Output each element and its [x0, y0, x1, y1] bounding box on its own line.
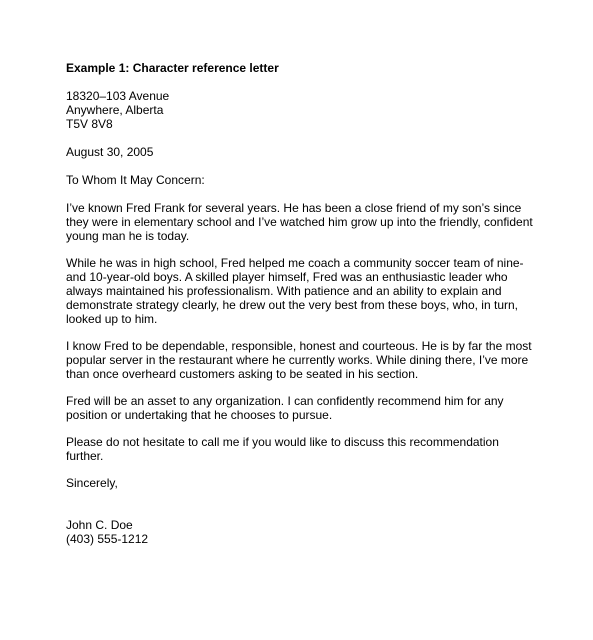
paragraph-5 — [66, 435, 536, 463]
paragraph-line: demonstrate strategy clearly, he drew out the very best from these boys, who, in turn, — [66, 298, 518, 312]
paragraph-line: than once overheard customers asking to be seated in his section. — [66, 367, 419, 381]
paragraph-line: While he was in high school, Fred helped me coach a community soccer team of nine- — [66, 256, 524, 270]
paragraph-line: looked up to him. — [66, 312, 158, 326]
address-line: Anywhere, Alberta — [66, 103, 164, 117]
signature-block — [66, 518, 536, 546]
paragraph-1 — [66, 201, 536, 243]
paragraph-line: Fred will be an asset to any organization. I can confidently recommend him for any — [66, 394, 504, 408]
paragraph-line: popular server in the restaurant where he currently works. While dining there, I’ve more — [66, 353, 529, 367]
paragraph-line: and 10-year-old boys. A skilled player himself, Fred was an enthusiastic leader who — [66, 270, 508, 284]
letter-heading: Example 1: Character reference letter — [66, 61, 279, 75]
address-line: T5V 8V8 — [66, 117, 113, 131]
paragraph-line: always maintained his professionalism. With patience and an ability to explain and — [66, 284, 502, 298]
signature-phone: (403) 555-1212 — [66, 532, 149, 546]
address-line: 18320–103 Avenue — [66, 89, 170, 103]
letter-page — [66, 61, 536, 546]
paragraph-line: they were in elementary school and I’ve watched him grow up into the friendly, confident — [66, 215, 533, 229]
paragraph-3 — [66, 339, 536, 381]
sender-address — [66, 89, 536, 131]
paragraph-line: further. — [66, 449, 104, 463]
paragraph-4 — [66, 394, 536, 422]
paragraph-line: Please do not hesitate to call me if you would like to discuss this recommendation — [66, 435, 499, 449]
paragraph-line: position or undertaking that he chooses to pursue. — [66, 408, 333, 422]
closing: Sincerely, — [66, 476, 118, 490]
paragraph-line: I’ve known Fred Frank for several years. He has been a close friend of my son’s since — [66, 201, 522, 215]
signature-name: John C. Doe — [66, 518, 133, 532]
paragraph-line: I know Fred to be dependable, responsible, honest and courteous. He is by far the most — [66, 339, 532, 353]
salutation: To Whom It May Concern: — [66, 173, 205, 187]
letter-date: August 30, 2005 — [66, 145, 154, 159]
paragraph-2 — [66, 256, 536, 326]
paragraph-line: young man he is today. — [66, 229, 190, 243]
